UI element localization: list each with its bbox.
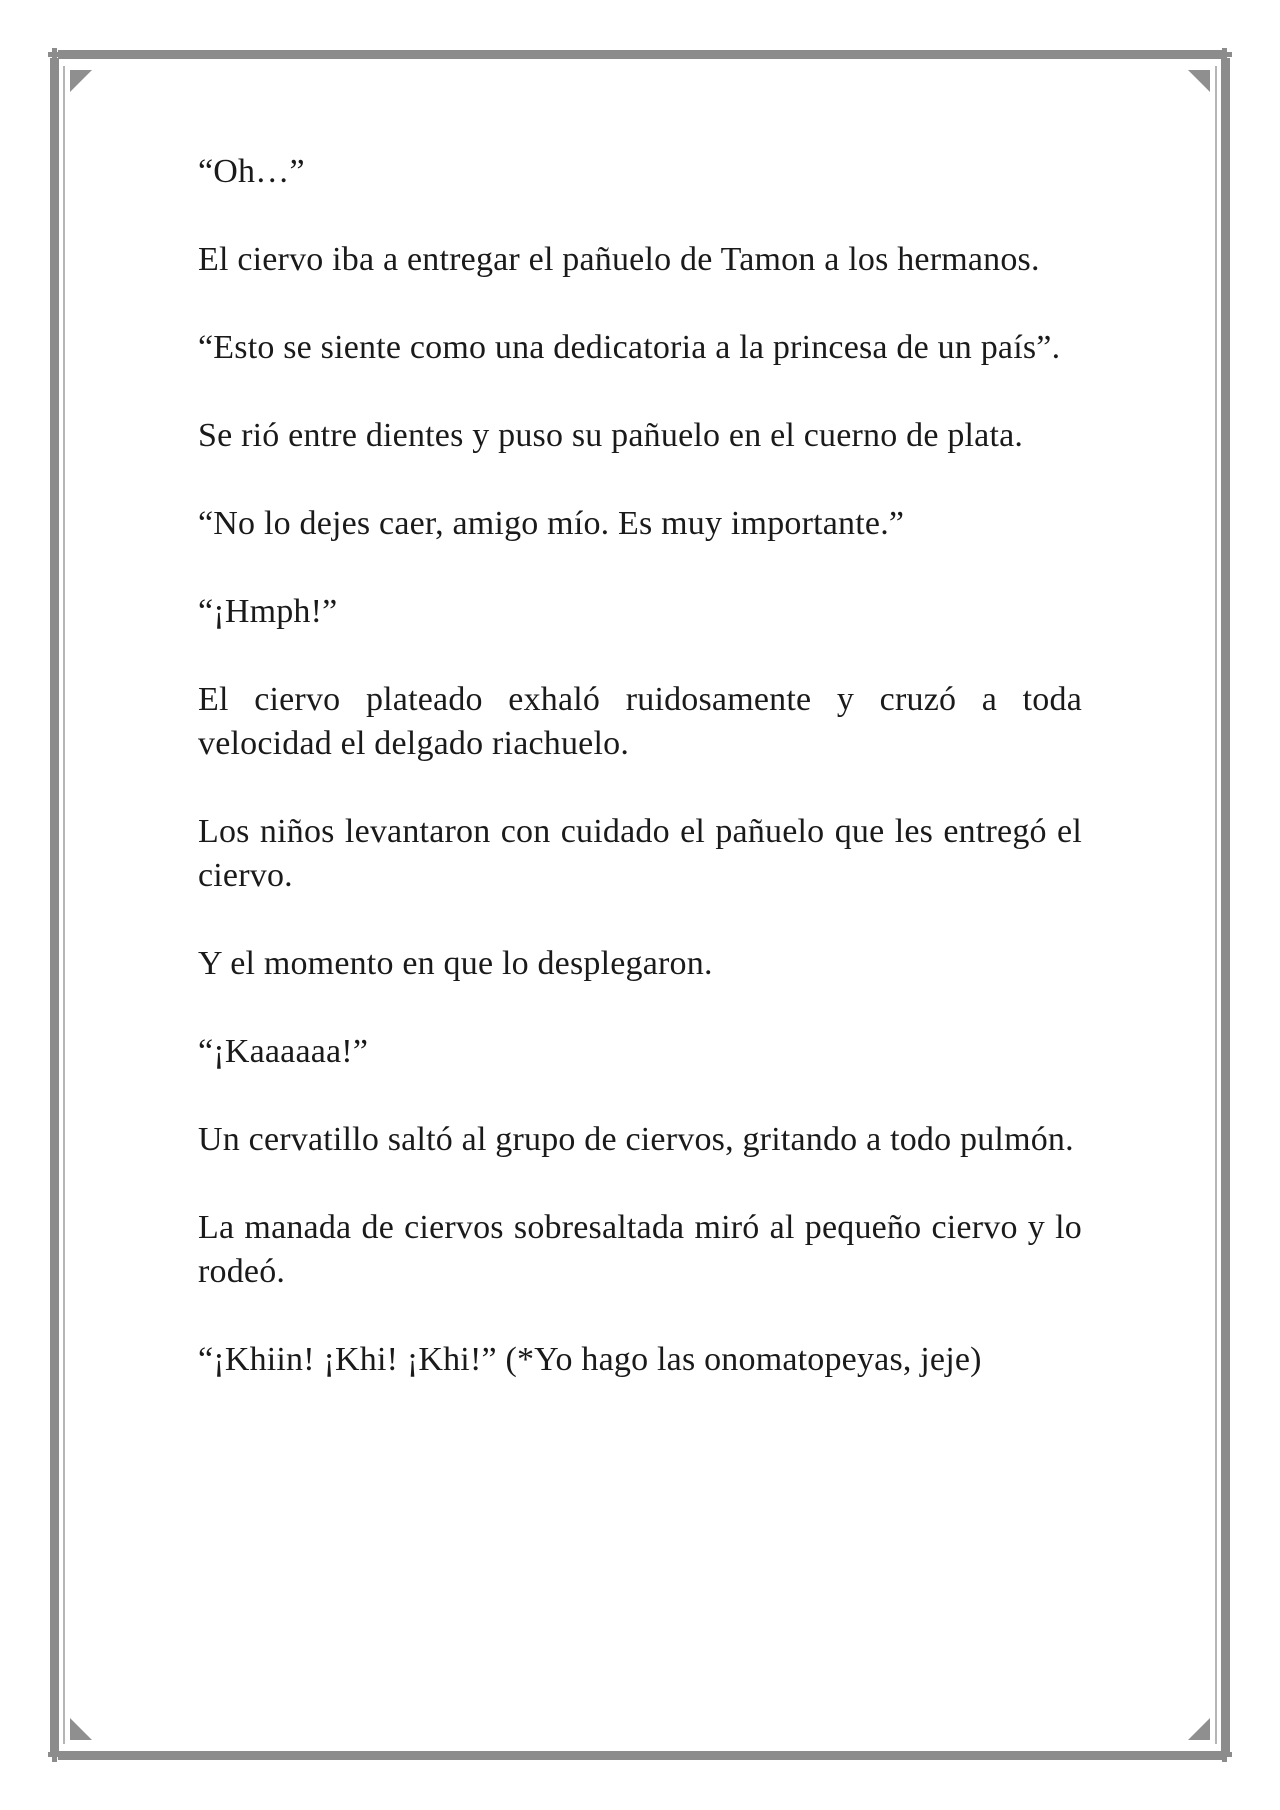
paragraph: Un cervatillo saltó al grupo de ciervos, gritando a todo pulmón.: [198, 1121, 1074, 1158]
frame-border-top: [58, 50, 1222, 59]
paragraph: Y el momento en que lo desplegaron.: [198, 945, 713, 982]
paragraph: La manada de ciervos sobresaltada miró al pequeño ciervo y lo rodeó.: [198, 1209, 1082, 1290]
corner-triangle-top-left: [70, 70, 92, 92]
paragraph: “¡Kaaaaaa!”: [198, 1033, 369, 1070]
paragraph: Los niños levantaron con cuidado el pañuelo que les entregó el ciervo.: [198, 813, 1082, 894]
paragraph: “No lo dejes caer, amigo mío. Es muy importante.”: [198, 505, 905, 542]
frame-border-bottom: [58, 1751, 1222, 1760]
corner-triangle-top-right: [1188, 70, 1210, 92]
frame-border-right: [1221, 58, 1230, 1752]
paragraph: Se rió entre dientes y puso su pañuelo en el cuerno de plata.: [198, 417, 1024, 454]
corner-triangle-bottom-right: [1188, 1718, 1210, 1740]
corner-ornament-bottom-left: [48, 1748, 62, 1762]
paragraph: “Esto se siente como una dedicatoria a la princesa de un país”.: [198, 329, 1061, 366]
frame-inner-line-right: [1215, 66, 1217, 1744]
paragraph: “¡Hmph!”: [198, 593, 338, 630]
corner-ornament-top-right: [1218, 48, 1232, 62]
paragraph: El ciervo iba a entregar el pañuelo de Tamon a los hermanos.: [198, 241, 1040, 278]
page-body: [198, 150, 1082, 1426]
corner-ornament-top-left: [48, 48, 62, 62]
paragraph: “¡Khiin! ¡Khi! ¡Khi!” (*Yo hago las onomatopeyas, jeje): [198, 1341, 982, 1378]
corner-ornament-bottom-right: [1218, 1748, 1232, 1762]
paragraph: “Oh…”: [198, 153, 305, 190]
paragraph: El ciervo plateado exhaló ruidosamente y cruzó a toda velocidad el delgado riachuelo.: [198, 681, 1082, 762]
frame-inner-line-left: [63, 66, 65, 1744]
frame-border-left: [50, 58, 59, 1752]
corner-triangle-bottom-left: [70, 1718, 92, 1740]
